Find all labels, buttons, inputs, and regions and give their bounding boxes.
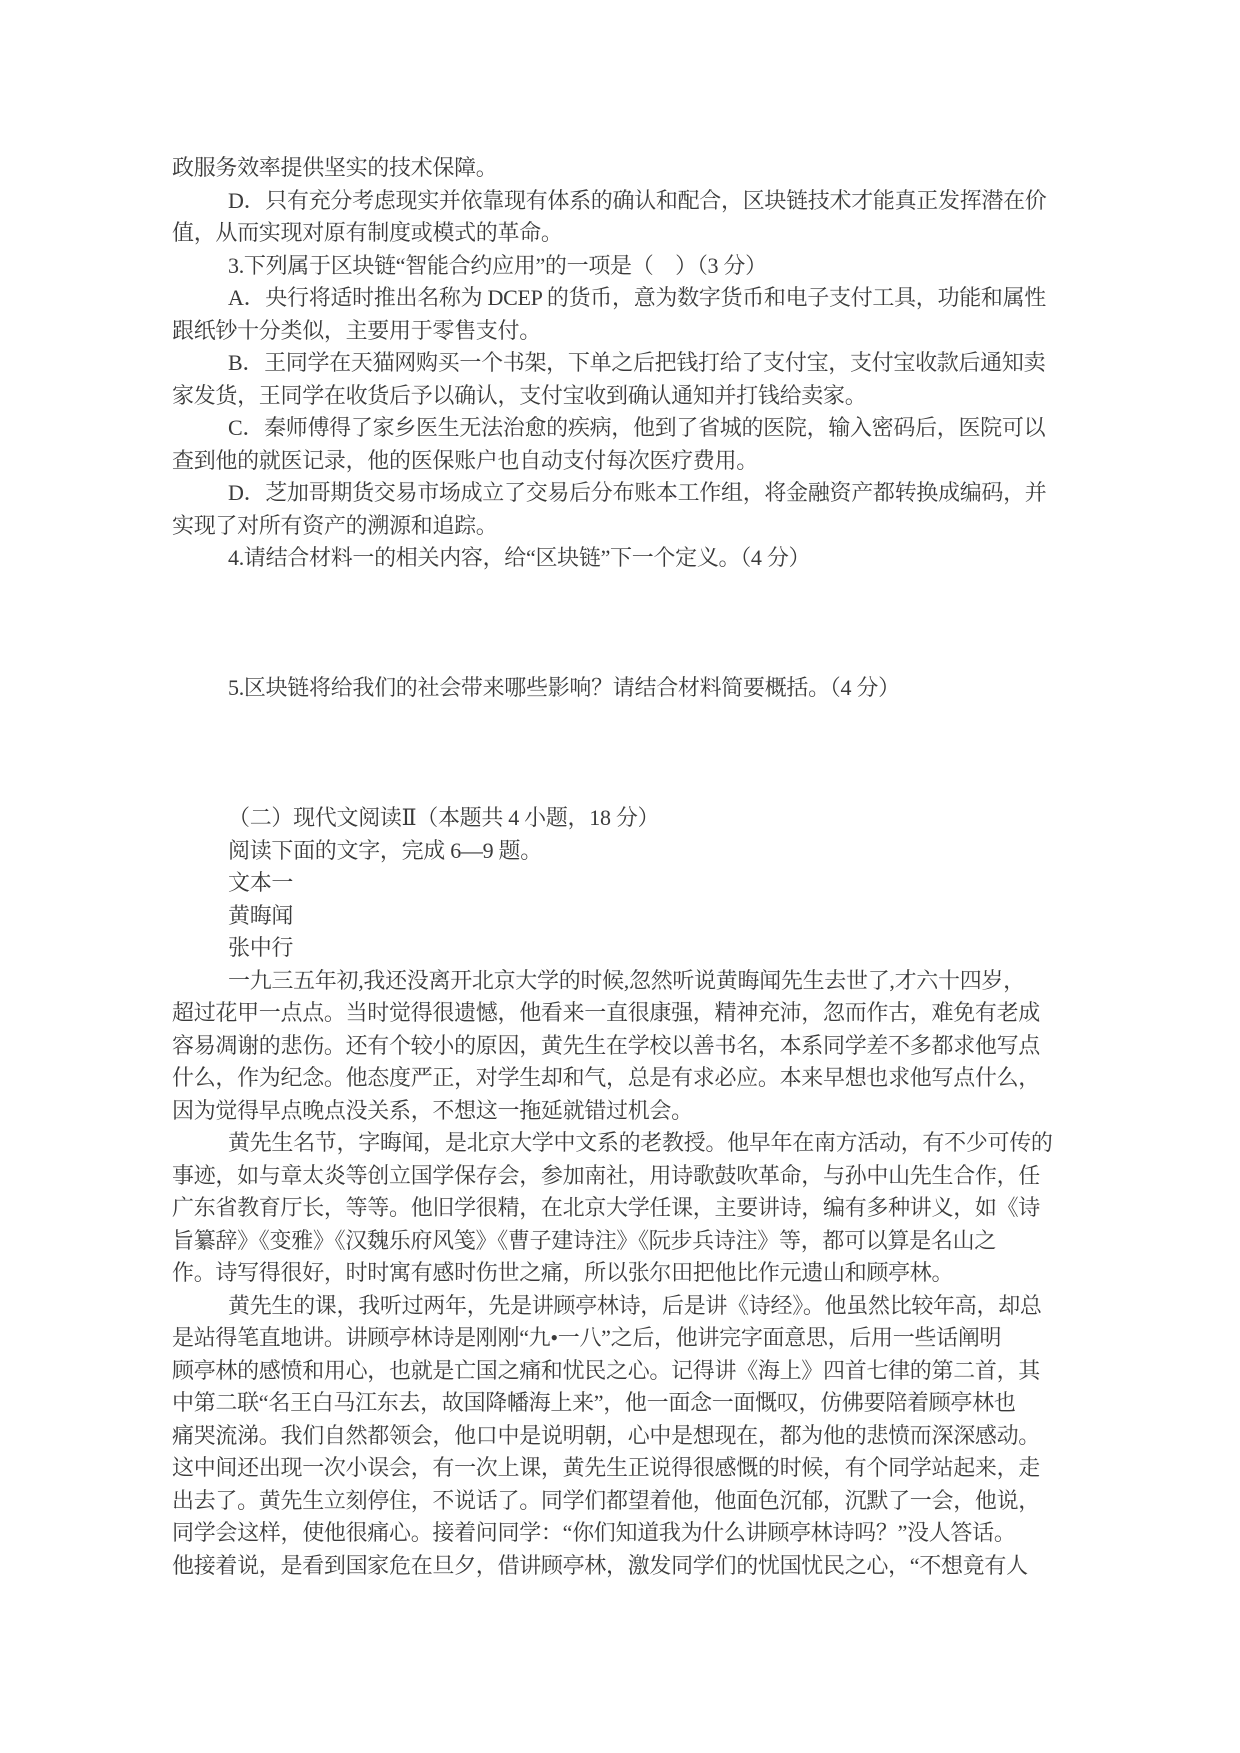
text-line: 查到他的就医记录，他的医保账户也自动支付每次医疗费用。 xyxy=(172,447,758,473)
text-line: 张中行 xyxy=(228,935,294,960)
text-line: 因为觉得早点晚点没关系，不想这一拖延就错过机会。 xyxy=(172,1097,693,1123)
text-line: 3.下列属于区块链“智能合约应用”的一项是（ ）（3 分） xyxy=(228,252,767,278)
text-line: 政服务效率提供坚实的技术保障。 xyxy=(172,155,498,180)
text-line: 黄先生名节，字晦闻，是北京大学中文系的老教授。他早年在南方活动，有不少可传的 xyxy=(228,1130,1053,1155)
text-line: D．芝加哥期货交易市场成立了交易后分布账本工作组，将金融资产都转换成编码，并 xyxy=(228,480,1047,505)
text-line: 超过花甲一点点。当时觉得很遗憾，他看来一直很康强，精神充沛，忽而作古，难免有老成 xyxy=(172,1000,1041,1025)
exam-text-column xyxy=(172,152,1072,1582)
text-line: 这中间还出现一次小误会，有一次上课，黄先生正说得很感慨的时候，有个同学站起来，走 xyxy=(172,1455,1041,1480)
text-line: 同学会这样，使他很痛心。接着问同学：“你们知道我为什么讲顾亭林诗吗？”没人答话。 xyxy=(172,1520,1016,1545)
text-line: 是站得笔直地讲。讲顾亭林诗是刚刚“九•一八”之后，他讲完字面意思，后用一些话阐明 xyxy=(172,1325,1002,1350)
text-line: A．央行将适时推出名称为 DCEP 的货币，意为数字货币和电子支付工具，功能和属性 xyxy=(228,285,1047,310)
text-line: 他接着说，是看到国家危在旦夕，借讲顾亭林，激发同学们的忧国忧民之心，“不想竟有人 xyxy=(172,1552,1028,1578)
text-line: B．王同学在天猫网购买一个书架，下单之后把钱打给了支付宝，支付宝收款后通知卖 xyxy=(228,350,1046,375)
text-line: 4.请结合材料一的相关内容，给“区块链”下一个定义。（4 分） xyxy=(228,545,811,570)
text-line: （二）现代文阅读Ⅱ（本题共 4 小题，18 分） xyxy=(228,805,660,830)
text-line: 黄先生的课，我听过两年，先是讲顾亭林诗，后是讲《诗经》。他虽然比较年高，却总 xyxy=(228,1292,1042,1318)
text-line: 事迹，如与章太炎等创立国学保存会，参加南社，用诗歌鼓吹革命，与孙中山先生合作，任 xyxy=(172,1162,1041,1188)
text-line: 顾亭林的感愤和用心，也就是亡国之痛和忧民之心。记得讲《海上》四首七律的第二首，其 xyxy=(172,1357,1041,1383)
text-line: 5.区块链将给我们的社会带来哪些影响？请结合材料简要概括。（4 分） xyxy=(228,675,900,700)
text-line: 文本一 xyxy=(228,870,294,895)
text-line: 作。诗写得很好，时时寓有感时伤世之痛，所以张尔田把他比作元遗山和顾亭林。 xyxy=(172,1260,954,1285)
text-line: 痛哭流涕。我们自然都领会，他口中是说明朝，心中是想现在，都为他的悲愤而深深感动。 xyxy=(172,1422,1041,1448)
text-line: 黄晦闻 xyxy=(228,902,294,928)
text-line: 值，从而实现对原有制度或模式的革命。 xyxy=(172,220,563,245)
text-line: 出去了。黄先生立刻停住，不说话了。同学们都望着他，他面色沉郁，沉默了一会，他说， xyxy=(172,1487,1041,1513)
text-line: 阅读下面的文字，完成 6—9 题。 xyxy=(228,837,542,863)
text-line: 广东省教育厅长，等等。他旧学很精，在北京大学任课，主要讲诗，编有多种讲义，如《诗 xyxy=(172,1195,1041,1220)
text-line: 中第二联“名王白马江东去，故国降幡海上来”，他一面念一面慨叹，仿佛要陪着顾亭林也 xyxy=(172,1390,1016,1415)
text-line: 容易凋谢的悲伤。还有个较小的原因，黄先生在学校以善书名，本系同学差不多都求他写点 xyxy=(172,1032,1041,1058)
text-line: 实现了对所有资产的溯源和追踪。 xyxy=(172,512,498,538)
text-line: 一九三五年初,我还没离开北京大学的时候,忽然听说黄晦闻先生去世了,才六十四岁， xyxy=(228,967,1025,993)
text-line: 跟纸钞十分类似，主要用于零售支付。 xyxy=(172,317,541,343)
text-line: D．只有充分考虑现实并依靠现有体系的确认和配合，区块链技术才能真正发挥潜在价 xyxy=(228,187,1047,213)
text-line: 家发货，王同学在收货后予以确认，支付宝收到确认通知并打钱给卖家。 xyxy=(172,382,867,408)
text-line: 旨纂辞》《变雅》《汉魏乐府风笺》《曹子建诗注》《阮步兵诗注》等，都可以算是名山之 xyxy=(172,1227,997,1253)
text-line: C．秦师傅得了家乡医生无法治愈的疾病，他到了省城的医院，输入密码后，医院可以 xyxy=(228,415,1046,440)
text-line: 什么，作为纪念。他态度严正，对学生却和气，总是有求必应。本来早想也求他写点什么， xyxy=(172,1065,1041,1090)
